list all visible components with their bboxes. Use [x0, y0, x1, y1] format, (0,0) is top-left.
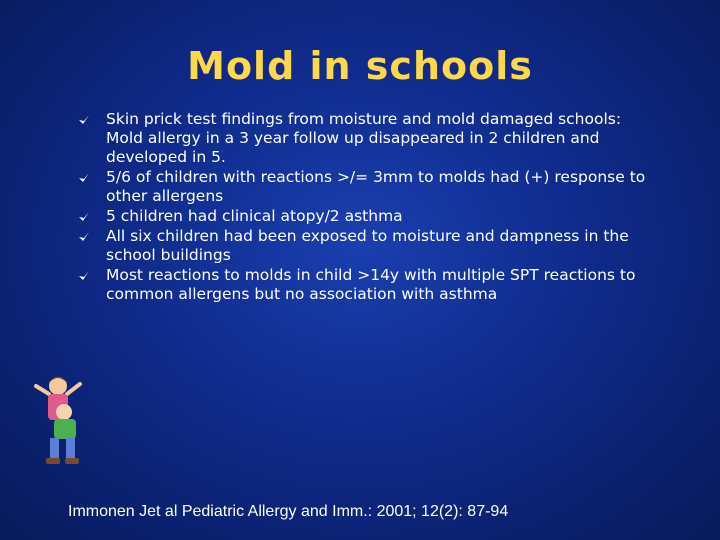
- bullet-marker-icon: [78, 172, 90, 184]
- bullet-text: Skin prick test findings from moisture and mold damaged schools: Mold allergy in a 3 year follow up disappeared in 2 children and developed in 5.: [106, 110, 622, 166]
- bullet-marker-icon: [78, 231, 90, 243]
- bullet-list: [72, 110, 662, 305]
- bullet-text: 5/6 of children with reactions >/= 3mm to molds had (+) response to other allergens: [106, 168, 646, 205]
- bullet-text: 5 children had clinical atopy/2 asthma: [106, 207, 403, 225]
- bullet-item: [72, 168, 662, 206]
- bullet-item: [72, 266, 662, 304]
- bullet-marker-icon: [78, 270, 90, 282]
- bullet-item: [72, 110, 662, 167]
- children-piggyback-icon: [32, 372, 92, 472]
- bullet-marker-icon: [78, 114, 90, 126]
- bullet-item: [72, 227, 662, 265]
- citation: Immonen Jet al Pediatric Allergy and Imm.: 2001; 12(2): 87-94: [68, 503, 509, 520]
- bullet-marker-icon: [78, 211, 90, 223]
- slide-title: Mold in schools: [187, 44, 533, 88]
- bullet-text: All six children had been exposed to moisture and dampness in the school buildings: [106, 227, 629, 264]
- bullet-item: [72, 207, 662, 226]
- bullet-text: Most reactions to molds in child >14y with multiple SPT reactions to common allergens but no association with asthma: [106, 266, 636, 303]
